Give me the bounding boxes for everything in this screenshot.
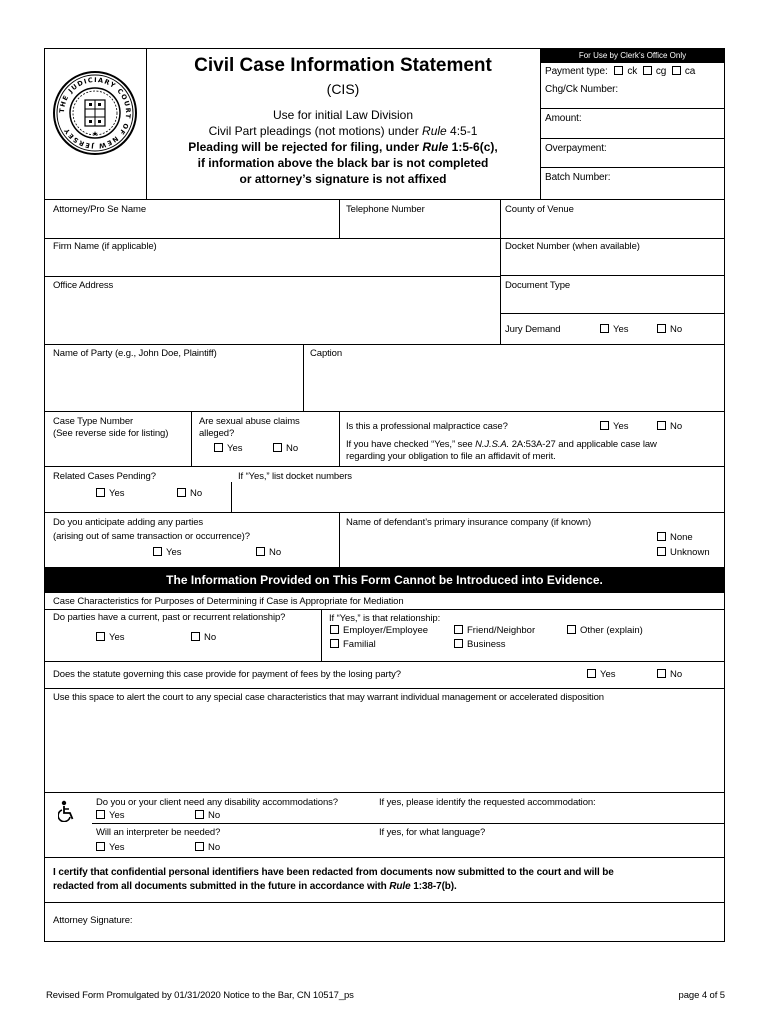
usage-line-1: Use for initial Law Division	[272, 108, 414, 122]
payment-cg-checkbox[interactable]	[643, 66, 652, 75]
adding-parties-yes-option[interactable]	[153, 547, 182, 559]
insurance-none-label: None	[670, 532, 693, 543]
adding-parties-no-option[interactable]	[256, 547, 281, 559]
relationship-yes-label: Yes	[109, 632, 125, 643]
insurance-none-checkbox[interactable]	[657, 532, 666, 541]
row-line-4	[44, 411, 725, 412]
adding-parties-label-1: Do you anticipate adding any parties	[53, 517, 204, 528]
interpreter-yes-checkbox[interactable]	[96, 842, 105, 851]
usage-rule-number: 4:5-1	[446, 124, 478, 138]
interpreter-no-label: No	[208, 842, 221, 853]
business-label: Business	[467, 639, 506, 650]
evidence-notice: The Information Provided on This Form Cannot be Introduced into Evidence.	[166, 573, 603, 587]
sexual-abuse-label-2: alleged?	[199, 428, 235, 439]
malpractice-note-text: If you have checked “Yes,” see	[346, 439, 476, 450]
related-yes-checkbox[interactable]	[96, 488, 105, 497]
adding-parties-no-label: No	[269, 547, 282, 558]
statute-yes-checkbox[interactable]	[587, 669, 596, 678]
batch-number-field[interactable]: Batch Number:	[545, 172, 611, 183]
insurance-unknown-checkbox[interactable]	[657, 547, 666, 556]
statute-yes-label: Yes	[600, 669, 616, 680]
disability-line	[92, 823, 725, 824]
interpreter-yes-label: Yes	[109, 842, 125, 853]
warning-rule: Rule	[422, 140, 449, 154]
case-type-divider	[191, 411, 192, 466]
certification-line-1: I certify that confidential personal identifiers have been redacted from documents now submitted to the court and will be	[53, 867, 614, 878]
firm-name-field[interactable]: Firm Name (if applicable)	[53, 241, 157, 252]
sexual-abuse-no-label: No	[286, 443, 299, 454]
insurance-divider	[339, 512, 340, 567]
clerk-divider	[540, 48, 541, 200]
row-line-8	[44, 661, 725, 662]
warning-line-2: if information above the black bar is not completed	[197, 156, 489, 170]
friend-label: Friend/Neighbor	[467, 625, 536, 636]
relationship-divider	[321, 609, 322, 661]
employer-label: Employer/Employee	[343, 625, 429, 636]
payment-type-row	[545, 66, 695, 78]
clerk-line-2	[540, 138, 725, 139]
malpractice-yes-checkbox[interactable]	[600, 421, 609, 430]
overpayment-field[interactable]: Overpayment:	[545, 143, 607, 154]
insurance-field[interactable]: Name of defendant’s primary insurance company (if known)	[346, 517, 592, 528]
statute-question: Does the statute governing this case provide for payment of fees by the losing party?	[53, 669, 401, 680]
adding-parties-yes-label: Yes	[166, 547, 182, 558]
jury-no-checkbox[interactable]	[657, 324, 666, 333]
malpractice-note-2: regarding your obligation to file an affidavit of merit.	[346, 451, 556, 462]
row-line-12	[44, 902, 725, 903]
jury-yes-option[interactable]	[600, 324, 629, 336]
malpractice-no-label: No	[670, 421, 683, 432]
malpractice-no-option[interactable]	[657, 421, 682, 433]
judiciary-seal	[52, 70, 138, 156]
row-line-3	[44, 344, 725, 345]
familial-option[interactable]	[330, 639, 376, 651]
adding-parties-no-checkbox[interactable]	[256, 547, 265, 556]
clerk-line-1	[540, 108, 725, 109]
disability-accommodation-field[interactable]: If yes, please identify the requested accommodation:	[379, 797, 596, 808]
disability-no-option[interactable]	[195, 810, 220, 822]
payment-ca-label: ca	[684, 66, 696, 77]
special-characteristics-field[interactable]: Use this space to alert the court to any special case characteristics that may warrant individual management or accelerated disposition	[53, 692, 604, 703]
tel-divider	[339, 199, 340, 238]
docket-number-field[interactable]: Docket Number (when available)	[505, 241, 640, 252]
relationship-no-option[interactable]	[191, 632, 216, 644]
related-divider	[231, 482, 232, 512]
adding-parties-yes-checkbox[interactable]	[153, 547, 162, 556]
malpractice-question: Is this a professional malpractice case?	[346, 421, 508, 432]
case-type-label-1[interactable]: Case Type Number	[53, 416, 134, 427]
interpreter-language-field[interactable]: If yes, for what language?	[379, 827, 486, 838]
row-line-11	[44, 857, 725, 858]
document-type-field[interactable]: Document Type	[505, 280, 571, 291]
svg-text:THE JUDICIARY COURT OF NEW JER: THE JUDICIARY COURT OF NEW JERSEY	[57, 75, 133, 151]
related-no-label: No	[190, 488, 203, 499]
party-name-field[interactable]: Name of Party (e.g., John Doe, Plaintiff)	[53, 348, 217, 359]
relationship-yes-option[interactable]	[96, 632, 125, 644]
header-bottom-line	[44, 199, 725, 200]
disability-yes-label: Yes	[109, 810, 125, 821]
page-subtitle: (CIS)	[326, 81, 360, 97]
related-no-option[interactable]	[177, 488, 202, 500]
other-option[interactable]	[567, 625, 643, 637]
row-line-2a	[500, 275, 725, 276]
payment-cg-label: cg	[655, 66, 667, 77]
caption-field[interactable]: Caption	[310, 348, 343, 359]
relationship-question: Do parties have a current, past or recurrent relationship?	[53, 612, 286, 623]
interpreter-no-option[interactable]	[195, 842, 220, 854]
office-address-field[interactable]: Office Address	[53, 280, 114, 291]
row-line-1	[44, 238, 725, 239]
interpreter-no-checkbox[interactable]	[195, 842, 204, 851]
familial-label: Familial	[343, 639, 376, 650]
certification-line-2	[53, 881, 457, 893]
mediation-heading: Case Characteristics for Purposes of Determining if Case is Appropriate for Mediation	[53, 596, 404, 607]
sexual-abuse-yes-label: Yes	[227, 443, 243, 454]
insurance-unknown-label: Unknown	[670, 547, 710, 558]
attorney-name-field[interactable]: Attorney/Pro Se Name	[53, 204, 147, 215]
clerk-line-3	[540, 167, 725, 168]
clerk-heading: For Use by Clerk’s Office Only	[578, 51, 687, 60]
caption-divider	[303, 344, 304, 411]
usage-line-2	[146, 124, 540, 139]
warning-text: Pleading will be rejected for filing, under	[188, 140, 423, 154]
relationship-no-label: No	[204, 632, 217, 643]
row-line-7	[44, 609, 725, 610]
row-line-2b	[44, 276, 500, 277]
payment-ck-checkbox[interactable]	[614, 66, 623, 75]
usage-rule: Rule	[422, 124, 447, 138]
disability-yes-option[interactable]	[96, 810, 125, 822]
statute-no-label: No	[670, 669, 683, 680]
malpractice-divider	[339, 411, 340, 466]
sexual-abuse-yes-checkbox[interactable]	[214, 443, 223, 452]
payment-type-label: Payment type:	[545, 66, 608, 77]
certification-text: redacted from all documents submitted in the future in accordance with	[53, 881, 390, 892]
familial-checkbox[interactable]	[330, 639, 339, 648]
row-line-10	[44, 792, 725, 793]
other-label: Other (explain)	[580, 625, 643, 636]
sexual-abuse-no-option[interactable]	[273, 443, 298, 455]
malpractice-no-checkbox[interactable]	[657, 421, 666, 430]
business-checkbox[interactable]	[454, 639, 463, 648]
chg-ck-number-field[interactable]: Chg/Ck Number:	[545, 84, 619, 95]
svg-text:★: ★	[91, 130, 99, 138]
sexual-abuse-no-checkbox[interactable]	[273, 443, 282, 452]
right-col-divider	[500, 199, 501, 344]
page-title: Civil Case Information Statement	[194, 55, 492, 76]
wheelchair-icon	[58, 800, 76, 822]
interpreter-question: Will an interpreter be needed?	[96, 827, 221, 838]
clerk-heading-bar	[541, 49, 724, 63]
malpractice-note-1	[346, 439, 657, 451]
employer-option[interactable]	[330, 625, 428, 637]
statute-yes-option[interactable]	[587, 669, 616, 681]
sexual-abuse-label-1: Are sexual abuse claims	[199, 416, 300, 427]
jury-no-label: No	[670, 324, 683, 335]
disability-yes-checkbox[interactable]	[96, 810, 105, 819]
payment-ca-checkbox[interactable]	[672, 66, 681, 75]
amount-field[interactable]: Amount:	[545, 113, 582, 124]
friend-option[interactable]	[454, 625, 535, 637]
certification-rule: Rule	[389, 881, 411, 892]
interpreter-yes-option[interactable]	[96, 842, 125, 854]
county-field[interactable]: County of Venue	[505, 204, 574, 215]
warning-rule-number: 1:5-6(c),	[448, 140, 498, 154]
malpractice-yes-option[interactable]	[600, 421, 629, 433]
malpractice-yes-label: Yes	[613, 421, 629, 432]
disability-question: Do you or your client need any disability accommodations?	[96, 797, 338, 808]
usage-line-2-text: Civil Part pleadings (not motions) under	[208, 124, 423, 138]
sexual-abuse-yes-option[interactable]	[214, 443, 243, 455]
disability-no-checkbox[interactable]	[195, 810, 204, 819]
related-yes-label: Yes	[109, 488, 125, 499]
case-type-label-2: (See reverse side for listing)	[53, 428, 169, 439]
warning-line-3: or attorney’s signature is not affixed	[239, 172, 447, 186]
doc-type-line	[500, 313, 725, 314]
warning-line-1	[146, 140, 540, 155]
row-line-9	[44, 688, 725, 689]
adding-parties-label-2: (arising out of same transaction or occurrence)?	[53, 531, 250, 542]
business-option[interactable]	[454, 639, 506, 651]
footer-page-number: page 4 of 5	[678, 990, 725, 1001]
friend-checkbox[interactable]	[454, 625, 463, 634]
related-cases-label: Related Cases Pending?	[53, 471, 156, 482]
payment-ck-label: ck	[627, 66, 638, 77]
relationship-type-label: If “Yes,” is that relationship:	[329, 613, 441, 624]
statute-no-option[interactable]	[657, 669, 682, 681]
related-no-checkbox[interactable]	[177, 488, 186, 497]
insurance-none-option[interactable]	[657, 532, 693, 544]
relationship-no-checkbox[interactable]	[191, 632, 200, 641]
jury-yes-checkbox[interactable]	[600, 324, 609, 333]
row-line-6	[44, 512, 725, 513]
jury-no-option[interactable]	[657, 324, 682, 336]
related-docket-field[interactable]: If “Yes,” list docket numbers	[238, 471, 352, 482]
related-yes-option[interactable]	[96, 488, 125, 500]
relationship-yes-checkbox[interactable]	[96, 632, 105, 641]
footer-revision: Revised Form Promulgated by 01/31/2020 Notice to the Bar, CN 10517_ps	[46, 990, 354, 1001]
evidence-black-bar	[44, 567, 725, 593]
row-line-5	[44, 466, 725, 467]
insurance-unknown-option[interactable]	[657, 547, 710, 559]
certification-rule-number: 1:38-7(b).	[410, 881, 457, 892]
telephone-field[interactable]: Telephone Number	[346, 204, 425, 215]
employer-checkbox[interactable]	[330, 625, 339, 634]
disability-no-label: No	[208, 810, 221, 821]
jury-demand-label: Jury Demand	[505, 324, 561, 335]
statute-no-checkbox[interactable]	[657, 669, 666, 678]
jury-yes-label: Yes	[613, 324, 629, 335]
malpractice-statute-number: 2A:53A-27 and applicable case law	[509, 439, 657, 450]
attorney-signature-field[interactable]: Attorney Signature:	[53, 915, 133, 926]
other-checkbox[interactable]	[567, 625, 576, 634]
malpractice-statute: N.J.S.A.	[475, 439, 510, 450]
